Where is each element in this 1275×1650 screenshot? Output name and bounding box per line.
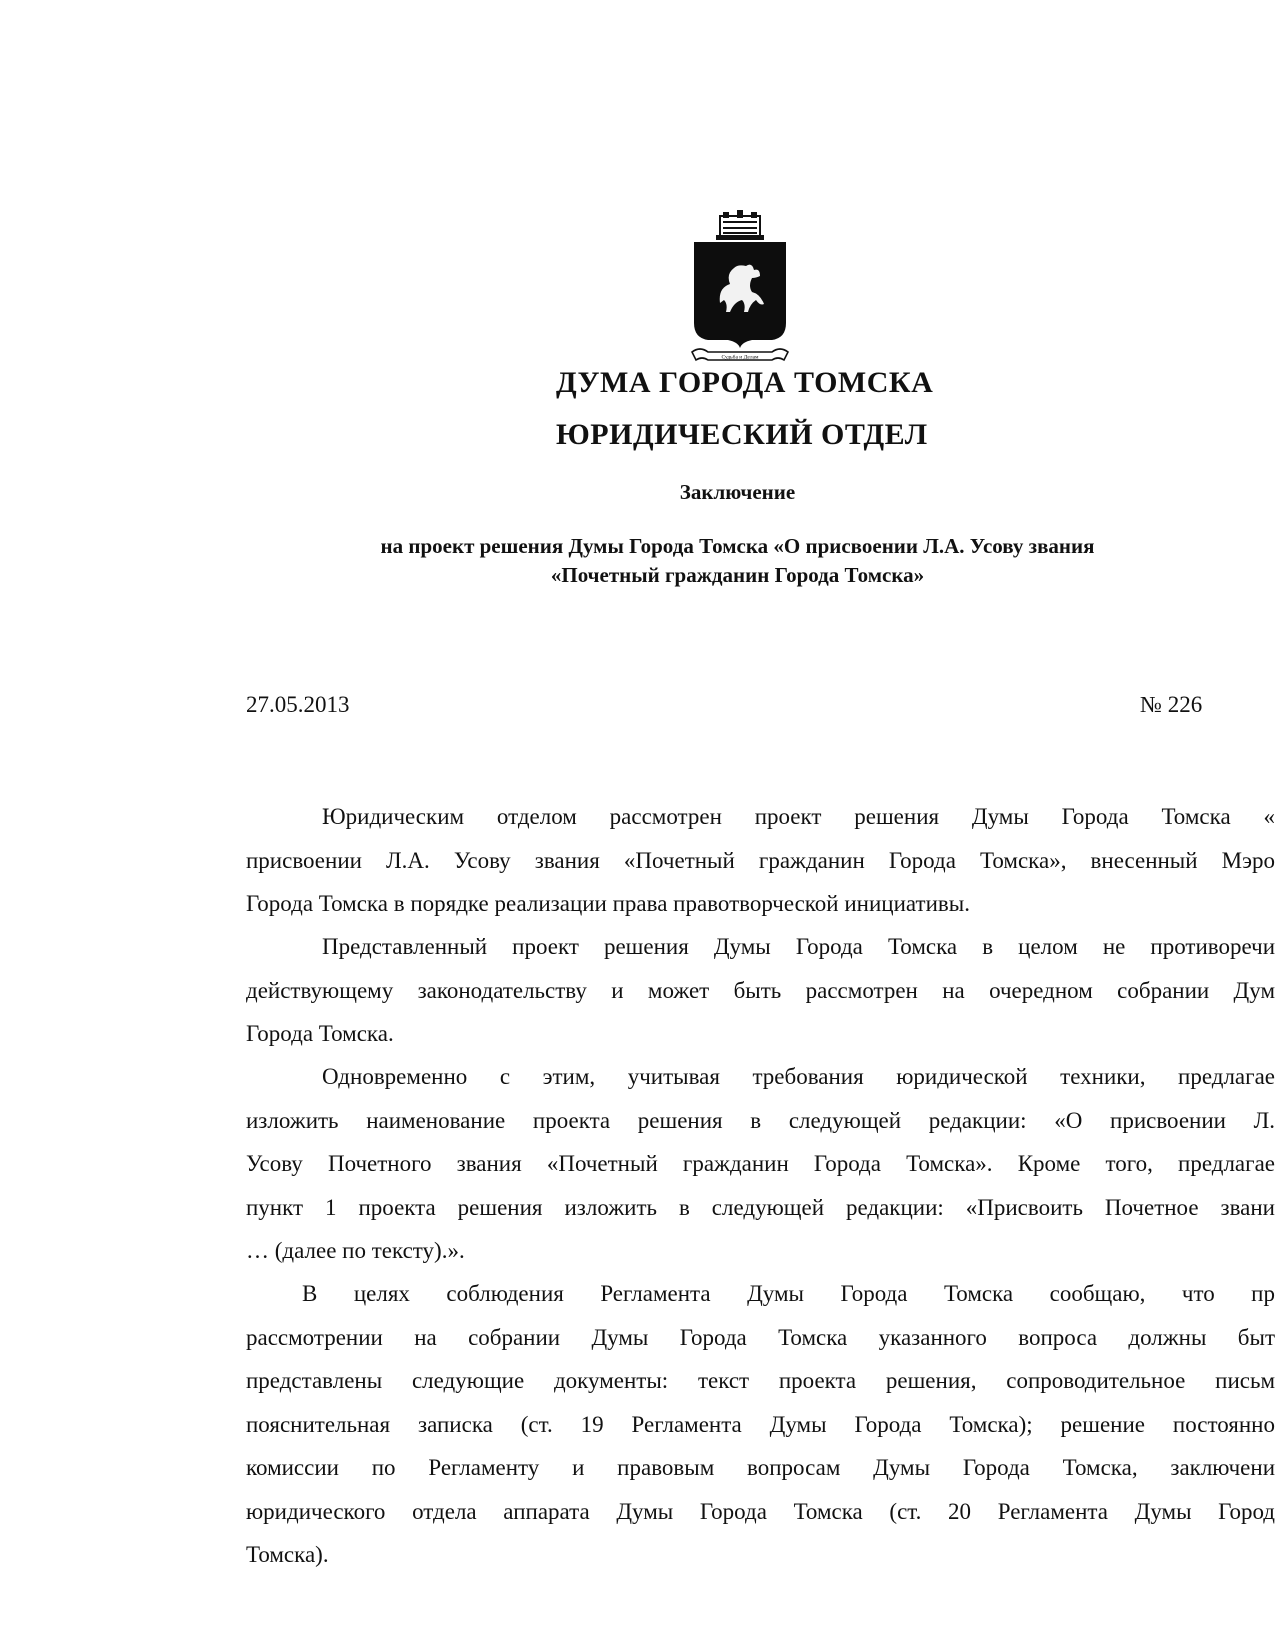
paragraph-2 [246,925,1275,1056]
text-line: Юридическим отделом рассмотрен проект решения Думы Города Томска « [322,804,1275,829]
department-name: ЮРИДИЧЕСКИЙ ОТДЕЛ [556,418,928,451]
text-line: присвоении Л.А. Усову звания «Почетный гражданин Города Томска», внесенный Мэро [246,847,1275,873]
text-line: Города Томска в порядке реализации права правотворческой инициативы. [246,891,970,916]
paragraph-3 [246,1055,1275,1273]
text-line: Усову Почетного звания «Почетный гражданин Города Томска». Кроме того, предлагае [246,1151,1275,1176]
text-line: пояснительная записка (ст. 19 Регламента Думы Города Томска); решение постоянно [246,1411,1275,1437]
crown-icon [716,210,764,240]
text-line: Города Томска. [246,1021,394,1046]
text-line: … (далее по тексту).». [246,1238,465,1263]
text-line: изложить наименование проекта решения в следующей редакции: «О присвоении Л. [246,1107,1275,1133]
paragraph-1 [246,795,1275,926]
org-name: ДУМА ГОРОДА ТОМСКА [556,366,934,399]
document-number: № 226 [1140,692,1203,717]
document-date: 27.05.2013 [246,692,350,717]
coat-of-arms-emblem [690,208,790,368]
document-type: Заключение [679,480,796,504]
text-line: рассмотрении на собрании Думы Города Томска указанного вопроса должны быт [246,1324,1275,1350]
text-line: Представленный проект решения Думы Города Томска в целом не противоречи [322,934,1275,959]
text-line: пункт 1 проекта решения изложить в следующей редакции: «Присвоить Почетное звани [246,1194,1275,1220]
text-line: Томска). [246,1542,329,1567]
text-line: В целях соблюдения Регламента Думы Города Томска сообщаю, что пр [302,1281,1275,1306]
motto-text: Судьба и Делам [721,354,759,361]
subject-line: «Почетный гражданин Города Томска» [550,563,925,587]
text-line: юридического отдела аппарата Думы Города Томска (ст. 20 Регламента Думы Город [246,1498,1275,1524]
subject-line: на проект решения Думы Города Томска «О присвоении Л.А. Усову звания [380,534,1095,558]
text-line: действующему законодательству и может быть рассмотрен на очередном собрании Дум [246,977,1275,1003]
paragraph-4 [246,1272,1275,1577]
document-subject [230,532,1245,590]
motto-ribbon [692,349,788,361]
text-line: Одновременно с этим, учитывая требования юридической техники, предлагае [322,1064,1275,1089]
text-line: комиссии по Регламенту и правовым вопросам Думы Города Томска, заключени [246,1455,1275,1480]
text-line: представлены следующие документы: текст проекта решения, сопроводительное письм [246,1368,1275,1393]
